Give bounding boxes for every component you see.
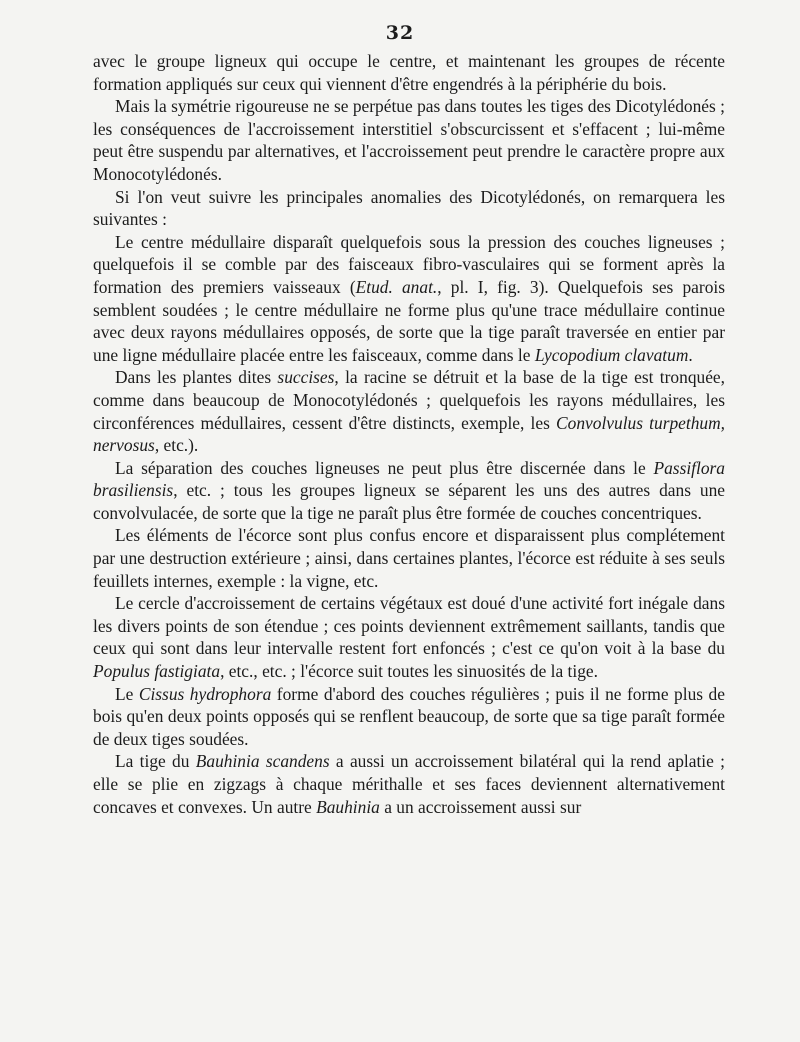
text-segment: a aussi un accroissement bilatéral qui la rend aplatie ; elle se plie en zigzags à chaque mérithalle et ses faces deviennent alternativement concaves et convexes. Un autre — [93, 751, 725, 817]
text-segment: , etc. ; tous les groupes ligneux se séparent les uns des autres dans une convolvulacée, de sorte que la tige ne paraît plus être formée de couches concentriques. — [93, 480, 725, 523]
italic-text: Etud. anat. — [355, 276, 438, 297]
text-segment: . — [688, 344, 693, 365]
italic-text: Convolvulus turpethum, nervosus — [93, 412, 725, 456]
paragraph — [93, 592, 725, 682]
paragraph — [93, 524, 725, 592]
paragraph — [93, 186, 725, 231]
text-segment: Le centre médullaire disparaît quelquefois sous la pression des couches ligneuses ; quelquefois il se comble par des faisceaux fibro-vasculaires qui se forment après la formation des premiers vaisseaux ( — [93, 231, 725, 297]
text-segment: Mais la symétrie rigoureuse ne se perpétue pas dans toutes les tiges des Dicotylédonés ; les conséquences de l'accroissement interstitiel s'obscurcissent et s'effacent ; lui-même peut être suspendu par alternatives, et l'accroissement peut prendre le caractère propre aux Monocotylédonés. — [93, 96, 725, 184]
italic-text: Bauhinia — [316, 796, 380, 817]
italic-text: Bauhinia scandens — [195, 751, 330, 772]
text-segment: forme d'abord des couches régulières ; puis il ne forme plus de bois qu'en deux points opposés qui se renflent beaucoup, de sorte que sa tige paraît formée de deux tiges soudées. — [93, 683, 725, 749]
text-segment: Le — [115, 683, 139, 704]
italic-text: Passiflora brasiliensis — [93, 457, 725, 501]
text-segment: a un accroissement aussi sur — [379, 796, 582, 817]
text-segment: , la racine se détruit et la base de la tige est tronquée, comme dans beaucoup de Monocotylédonés ; quelquefois les rayons médullaires, les circonférences médullaires, cessent d'être distincts, exemple, les — [93, 367, 725, 433]
italic-text: Cissus hydrophora — [138, 683, 272, 704]
paragraph — [93, 750, 725, 818]
text-segment: , etc.). — [154, 435, 199, 456]
text-segment: , pl. I, fig. 3). Quelquefois ses parois semblent soudées ; le centre médullaire ne forme plus qu'une trace médullaire continue avec deux rayons médullaires opposés, de sorte que la tige paraît traversée en entier par une ligne médullaire placée entre les faisceaux, comme dans le — [93, 276, 725, 365]
text-segment: Dans les plantes dites — [115, 367, 278, 388]
paragraph — [93, 231, 725, 367]
paragraph — [93, 457, 725, 525]
body-text — [93, 50, 725, 818]
italic-text: Lycopodium clavatum — [534, 344, 689, 365]
page-number: 32 — [385, 22, 415, 44]
paragraph — [93, 50, 725, 95]
text-segment: La séparation des couches ligneuses ne peut plus être discernée dans le — [115, 457, 654, 478]
paragraph — [93, 95, 725, 185]
italic-text: Populus fastigiata — [93, 661, 221, 682]
paragraph — [93, 683, 725, 751]
text-segment: Les éléments de l'écorce sont plus confus encore et disparaissent plus complétement par une destruction extérieure ; ainsi, dans certaines plantes, l'écorce est réduite à ses seuls feuillets internes, exemple : la vigne, etc. — [93, 525, 725, 591]
italic-text: succises — [277, 367, 335, 388]
text-segment: Si l'on veut suivre les principales anomalies des Dicotylédonés, on remarquera les suivantes : — [93, 186, 725, 230]
text-segment: , etc., etc. ; l'écorce suit toutes les sinuosités de la tige. — [220, 661, 598, 682]
text-segment: La tige du — [115, 751, 196, 772]
text-segment: Le cercle d'accroissement de certains végétaux est doué d'une activité fort inégale dans les divers points de son étendue ; ces points deviennent extrêmement saillants, tandis que ceux qui sont dans leur intervalle restent fort enfoncés ; c'est ce qu'on voit à la base du — [93, 593, 725, 659]
text-segment: avec le groupe ligneux qui occupe le centre, et maintenant les groupes de récente formation appliqués sur ceux qui viennent d'être engendrés à la périphérie du bois. — [93, 51, 725, 94]
paragraph — [93, 366, 725, 456]
